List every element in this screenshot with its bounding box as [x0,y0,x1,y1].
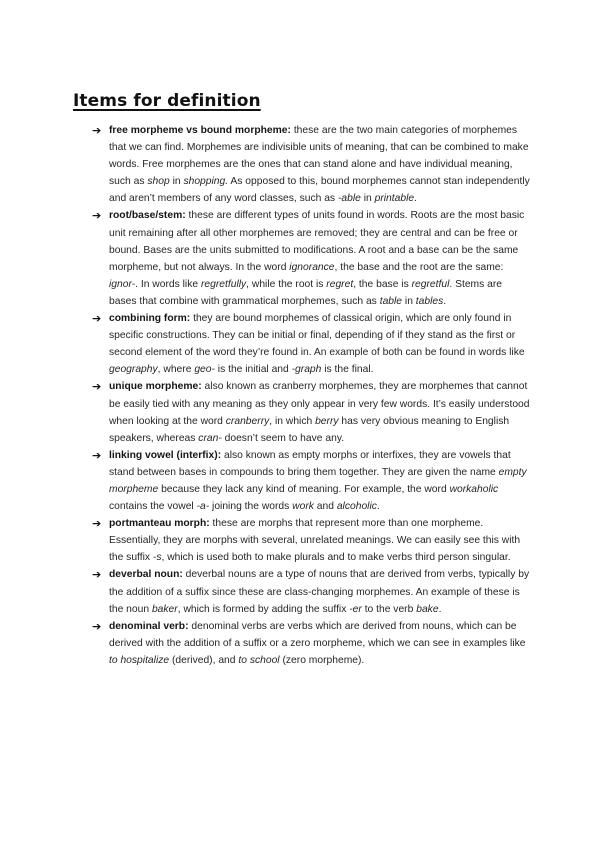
example-word: -graph [291,364,322,376]
definition-item [92,310,532,378]
definition-item [92,122,532,207]
example-word: regretfully [200,278,247,290]
definition-list [92,122,532,669]
example-word: to hospitalize [109,654,170,666]
definition-text-segment: to the verb [361,603,417,615]
definition-text-segment: , which is formed by adding the suffix [177,603,350,615]
definition-item [92,447,532,515]
definition-term: denominal verb: [109,620,189,632]
definition-term: free morpheme vs bound morpheme: [109,125,291,136]
example-word: cranberry [225,415,270,427]
definition-text-segment: these are the two main categories of morphemes that we can find. Morphemes are indivisible units of meaning, that can be combined to make words. Free morphemes are the ones that can stand alone and have individual meaning, such as [109,125,529,188]
arrow-bullet-icon: ➔ [92,568,102,582]
example-word: shop [147,176,170,188]
definition-item [92,618,532,669]
example-word: regret [326,278,354,290]
definition-text-segment: , where [157,364,195,376]
definition-text-segment: because they lack any kind of meaning. For example, the word [158,483,450,495]
example-word: workaholic [449,483,499,495]
definition-text-segment: joining the words [209,501,293,513]
arrow-bullet-icon: ➔ [92,124,102,137]
definition-text-segment: (derived), and [169,654,239,666]
definition-text-segment: , the base and the root are the same: [334,261,504,273]
definition-term: combining form: [109,313,191,325]
definition-text-segment: , while the root is [246,278,327,290]
definition-text-segment: these are different types of units found in words. Roots are the most basic unit remaining after all other morphemes are removed; they are central and can be free or bound. Bases are the units submitted to modifications. A root and a base can be the same morpheme, but not always. In the word [109,210,525,273]
definition-term: deverbal noun: [109,569,183,581]
example-word: baker [151,603,178,615]
definition-term: root/base/stem: [109,210,186,222]
example-word: geography [109,364,158,376]
arrow-bullet-icon: ➔ [92,517,102,531]
definition-term: linking vowel (interfix): [109,449,222,461]
definition-text-segment: . [438,603,442,615]
definition-text-segment: , in which [269,415,316,427]
definition-item [92,566,532,617]
definition-text-segment: these are morphs that represent more than one morpheme. Essentially, they are morphs with several, unrelated meanings. We can easily see this with the suffix [109,518,521,564]
definition-text [109,210,524,306]
example-word: -a- [196,501,210,513]
definition-text-segment: . [443,295,447,307]
definition-text-segment: , the base is [353,278,412,290]
example-word: ignor- [109,278,136,290]
example-word: alcoholic [336,501,377,513]
definition-text-segment: also known as empty morphs or interfixes, they are vowels that stand between bases in compounds to bring them together. They are given the name [109,449,511,478]
definition-text-segment: in [402,295,416,307]
example-word: shopping. [183,176,229,188]
definition-text [109,125,530,204]
definition-text-segment: and [313,501,337,513]
example-word: empty morpheme [109,466,527,495]
arrow-bullet-icon: ➔ [92,209,102,223]
example-word: cran- [198,432,222,444]
definition-text-segment: in [169,176,184,188]
definition-item [92,515,532,566]
example-word: ignorance [289,261,335,273]
definition-text-segment: . [376,501,380,513]
definition-text-segment: (zero morpheme). [279,654,365,666]
definition-item [92,378,532,446]
example-word: work [292,501,314,513]
example-word: tables [415,295,444,307]
page-title: Items for definition [73,91,261,111]
example-word: bake [416,603,439,615]
definition-term: unique morpheme: [109,381,202,393]
example-word: geo- [194,364,215,376]
definition-text-segment: denominal verbs are verbs which are derived from nouns, which can be derived with the addition of a suffix or a zero morpheme, which we can see in examples like [109,620,526,649]
example-word: printable [374,193,415,205]
definition-text-segment: As opposed to this, bound morphemes cannot stan independently and aren’t members of any word classes, such as [109,176,530,205]
definition-text-segment: . [414,193,417,205]
definition-text-segment: contains the vowel [109,501,197,513]
arrow-bullet-icon: ➔ [92,312,102,326]
definition-item [92,207,532,310]
example-word: table [379,295,403,307]
definition-text-segment: they are bound morphemes of classical origin, which are only found in specific constructions. They can be initial or final, depending of if they stand as the first or second element of the word they’re found in. An example of both can be found in words like [109,313,525,359]
arrow-bullet-icon: ➔ [92,380,102,394]
arrow-bullet-icon: ➔ [92,448,102,462]
definition-text-segment: also known as cranberry morphemes, they are morphemes that cannot be easily tied with any meaning as they only appear in very few words. It’s easily understood when looking at the word [109,381,530,427]
example-word: -able [337,193,361,205]
definition-text-segment: deverbal nouns are a type of nouns that are derived from verbs, typically by the addition of a suffix since these are class-changing morphemes. An example of these is the noun [109,569,530,615]
example-word: berry [315,415,339,427]
definition-text-segment: . Stems are bases that combine with grammatical morphemes, such as [109,278,503,307]
definition-text-segment: is the initial and [214,364,292,376]
definition-text-segment: . In words like [135,278,201,290]
definition-text-segment: in [360,193,375,205]
definition-text-segment: , which is used both to make plurals and to make verbs third person singular. [161,552,511,564]
example-word: regretful [411,278,450,290]
example-word: -er [349,603,362,615]
example-word: -s [152,552,162,564]
definition-text-segment: doesn’t seem to have any. [221,432,345,444]
definition-term: portmanteau morph: [109,518,210,530]
example-word: to school [238,654,280,666]
arrow-bullet-icon: ➔ [92,619,102,633]
definition-text-segment: is the final. [321,364,374,376]
definition-text-segment: has very obvious meaning to English speakers, whereas [109,415,510,444]
